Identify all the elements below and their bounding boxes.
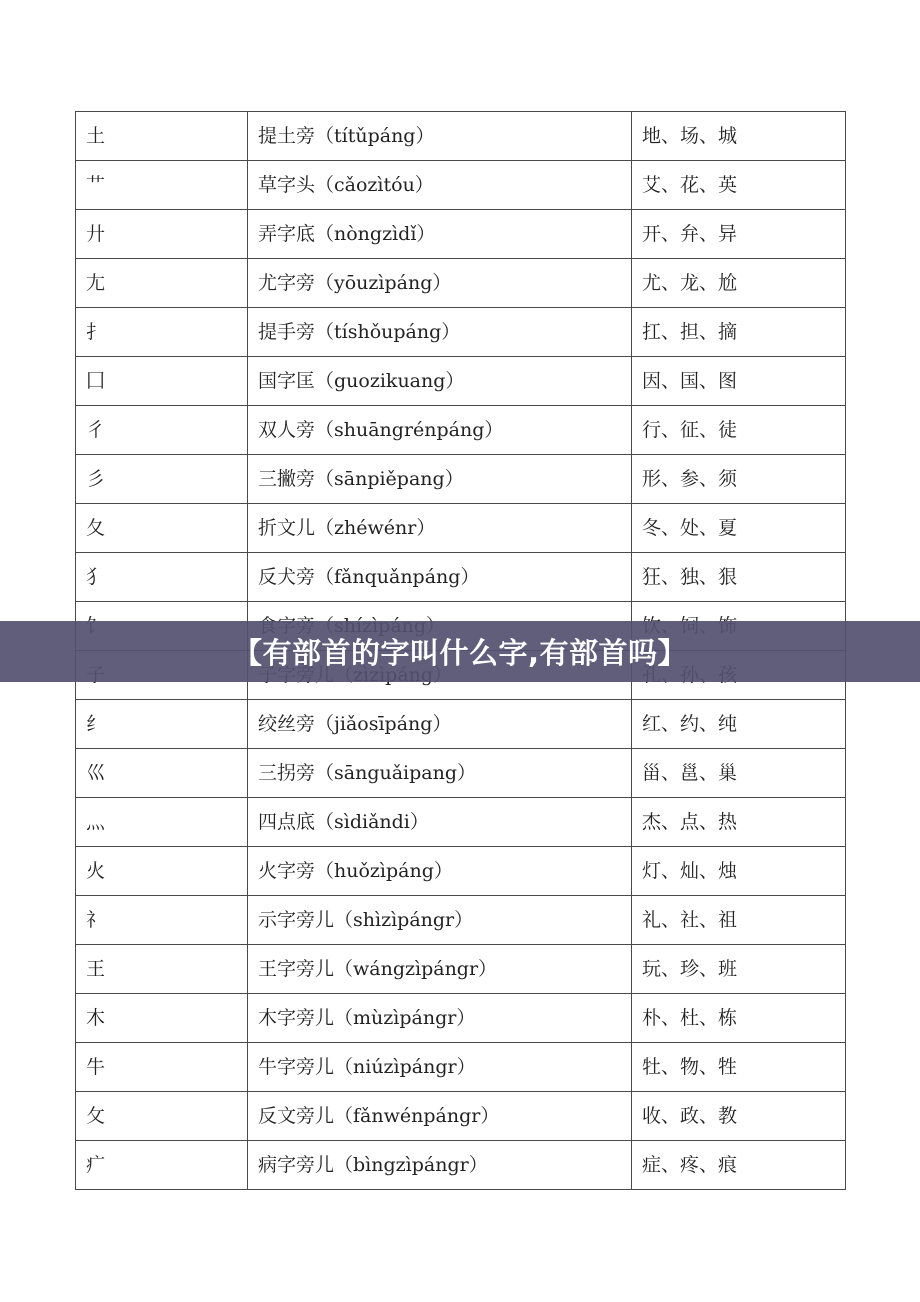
radical-cell: 尢 (76, 259, 248, 308)
example-chars-cell: 形、参、须 (632, 455, 846, 504)
table-row (76, 994, 846, 1043)
example-chars-cell: 扛、担、摘 (632, 308, 846, 357)
radical-name-cell: 提土旁（títǔpáng） (248, 112, 632, 161)
table-row (76, 553, 846, 602)
radical-cell: 纟 (76, 700, 248, 749)
title-banner (0, 621, 920, 682)
radical-name-cell: 火字旁（huǒzìpáng） (248, 847, 632, 896)
radical-cell: 犭 (76, 553, 248, 602)
table-row (76, 259, 846, 308)
radical-name-cell: 三拐旁（sānguǎipang） (248, 749, 632, 798)
table-row (76, 210, 846, 259)
table-row (76, 1043, 846, 1092)
table-row (76, 945, 846, 994)
table-row (76, 896, 846, 945)
radical-name-cell: 提手旁（tíshǒupáng） (248, 308, 632, 357)
radical-cell: 巛 (76, 749, 248, 798)
radical-cell: 彡 (76, 455, 248, 504)
example-chars-cell: 地、场、城 (632, 112, 846, 161)
radical-name-cell: 反犬旁（fǎnquǎnpáng） (248, 553, 632, 602)
radical-cell: 灬 (76, 798, 248, 847)
table-row (76, 847, 846, 896)
example-chars-cell: 因、国、图 (632, 357, 846, 406)
radical-name-cell: 双人旁（shuāngrénpáng） (248, 406, 632, 455)
table-row (76, 357, 846, 406)
radical-cell: 疒 (76, 1141, 248, 1190)
example-chars-cell: 杰、点、热 (632, 798, 846, 847)
radical-name-cell: 折文儿（zhéwénr） (248, 504, 632, 553)
example-chars-cell: 症、疼、痕 (632, 1141, 846, 1190)
example-chars-cell: 红、约、纯 (632, 700, 846, 749)
example-chars-cell: 牡、物、牲 (632, 1043, 846, 1092)
radical-cell: 牛 (76, 1043, 248, 1092)
example-chars-cell: 艾、花、英 (632, 161, 846, 210)
radical-cell: 礻 (76, 896, 248, 945)
radical-name-cell: 弄字底（nòngzìdǐ） (248, 210, 632, 259)
example-chars-cell: 尤、龙、尬 (632, 259, 846, 308)
radical-name-cell: 反文旁儿（fǎnwénpángr） (248, 1092, 632, 1141)
table-row (76, 112, 846, 161)
radical-name-cell: 病字旁儿（bìngzìpángr） (248, 1141, 632, 1190)
example-chars-cell: 礼、社、祖 (632, 896, 846, 945)
table-row (76, 308, 846, 357)
radical-cell: 扌 (76, 308, 248, 357)
radical-name-cell: 牛字旁儿（niúzìpángr） (248, 1043, 632, 1092)
table-row (76, 700, 846, 749)
table-row (76, 749, 846, 798)
radical-cell: 土 (76, 112, 248, 161)
banner-title: 【有部首的字叫什么字,有部首吗】 (232, 636, 688, 670)
table-row (76, 798, 846, 847)
table-row (76, 161, 846, 210)
radical-name-cell: 尤字旁（yōuzìpáng） (248, 259, 632, 308)
example-chars-cell: 甾、邕、巢 (632, 749, 846, 798)
radical-name-cell: 草字头（cǎozìtóu） (248, 161, 632, 210)
example-chars-cell: 狂、独、狠 (632, 553, 846, 602)
radical-cell: 彳 (76, 406, 248, 455)
radical-name-cell: 木字旁儿（mùzìpángr） (248, 994, 632, 1043)
example-chars-cell: 收、政、教 (632, 1092, 846, 1141)
radical-cell: 廾 (76, 210, 248, 259)
radical-cell: 艹 (76, 161, 248, 210)
example-chars-cell: 行、征、徒 (632, 406, 846, 455)
radical-cell: 囗 (76, 357, 248, 406)
radical-cell: 木 (76, 994, 248, 1043)
table-row (76, 1141, 846, 1190)
table-row (76, 406, 846, 455)
table-row (76, 504, 846, 553)
example-chars-cell: 灯、灿、烛 (632, 847, 846, 896)
radical-name-cell: 示字旁儿（shìzìpángr） (248, 896, 632, 945)
radical-name-cell: 四点底（sìdiǎndi） (248, 798, 632, 847)
table-row (76, 1092, 846, 1141)
radical-cell: 火 (76, 847, 248, 896)
radical-name-cell: 三撇旁（sānpiěpang） (248, 455, 632, 504)
radical-name-cell: 王字旁儿（wángzìpángr） (248, 945, 632, 994)
table-row (76, 455, 846, 504)
radical-cell: 王 (76, 945, 248, 994)
example-chars-cell: 朴、杜、栋 (632, 994, 846, 1043)
example-chars-cell: 玩、珍、班 (632, 945, 846, 994)
example-chars-cell: 开、弁、异 (632, 210, 846, 259)
radical-cell: 攵 (76, 1092, 248, 1141)
example-chars-cell: 冬、处、夏 (632, 504, 846, 553)
radical-name-cell: 国字匡（guozikuang） (248, 357, 632, 406)
radical-cell: 夂 (76, 504, 248, 553)
radical-name-cell: 绞丝旁（jiǎosīpáng） (248, 700, 632, 749)
